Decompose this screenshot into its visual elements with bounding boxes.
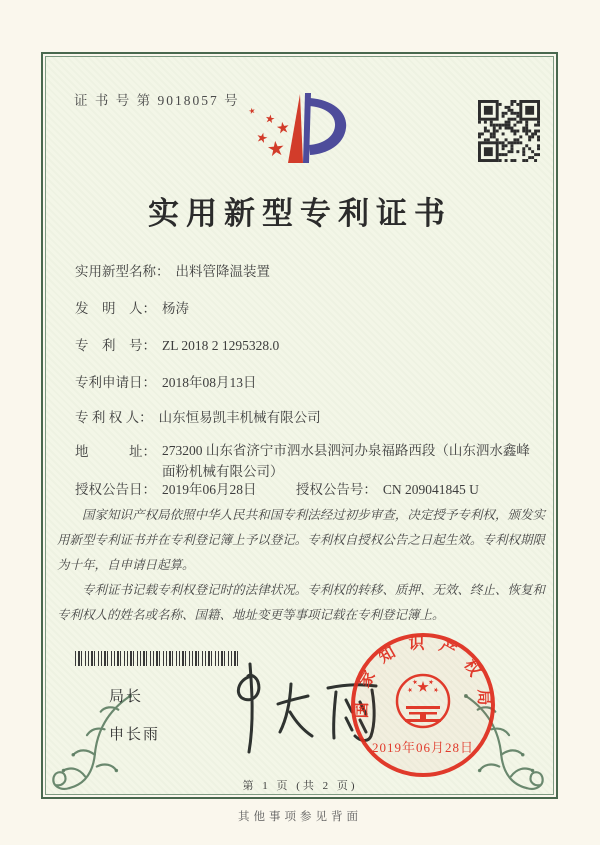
legal-paragraph: 国家知识产权局依照中华人民共和国专利法经过初步审查，决定授予专利权，颁发实用新型专利证书并在专利登记簿上予以登记。专利权自授权公告之日起生效。专利权期限为十年，自申请日起算。	[57, 508, 545, 572]
field-label: 授权公告号：	[295, 482, 377, 497]
signer-block	[109, 685, 160, 744]
field-value: 2019年06月28日	[162, 482, 257, 497]
field-patentee	[75, 406, 321, 426]
footer-note: 其他事项参见背面	[238, 811, 362, 823]
field-value: 出料管降温装置	[175, 264, 270, 279]
legal-text-block	[57, 503, 545, 628]
field-value: 2018年08月13日	[162, 375, 257, 390]
cnipa-logo-icon	[238, 88, 362, 172]
field-value: 273200 山东省济宁市泗水县泗河办泉福路西段（山东泗水鑫峰面粉机械有限公司）	[162, 443, 530, 479]
field-label: 地 址：	[75, 444, 156, 459]
field-model-name	[75, 260, 270, 280]
seal-authority-text: 国家知识产权局	[353, 635, 493, 719]
field-label: 专 利 权 人：	[75, 410, 153, 425]
field-address	[75, 440, 555, 482]
field-patent-number	[75, 334, 279, 354]
legal-paragraph: 专利证书记载专利权登记时的法律状况。专利权的转移、质押、无效、终止、恢复和专利权人的姓名或名称、国籍、地址变更等事项记载在专利登记簿上。	[57, 583, 545, 622]
page-number: 第 1 页 (共 2 页)	[242, 780, 358, 792]
field-label: 实用新型名称：	[75, 264, 170, 279]
field-value: 杨涛	[162, 301, 189, 316]
director-name: 申长雨	[109, 726, 161, 743]
certificate-number: 证 书 号 第 9018057 号	[74, 93, 240, 108]
field-filing-date	[75, 371, 257, 391]
field-inventor	[75, 297, 189, 317]
field-value: ZL 2018 2 1295328.0	[162, 338, 280, 353]
field-label: 授权公告日：	[75, 482, 156, 497]
certificate-title: 实用新型专利证书	[148, 196, 452, 231]
seal-date: 2019年06月28日	[371, 740, 475, 755]
field-label: 专利申请日：	[75, 375, 156, 390]
field-value: 山东恒易凯丰机械有限公司	[158, 410, 321, 425]
field-label: 专 利 号：	[75, 338, 156, 353]
field-label: 发 明 人：	[75, 301, 156, 316]
qr-code	[478, 100, 540, 162]
official-seal	[348, 630, 498, 780]
barcode	[75, 651, 241, 666]
director-title: 局长	[109, 688, 144, 705]
field-value: CN 209041845 U	[382, 482, 479, 497]
field-grant-row	[75, 478, 479, 498]
